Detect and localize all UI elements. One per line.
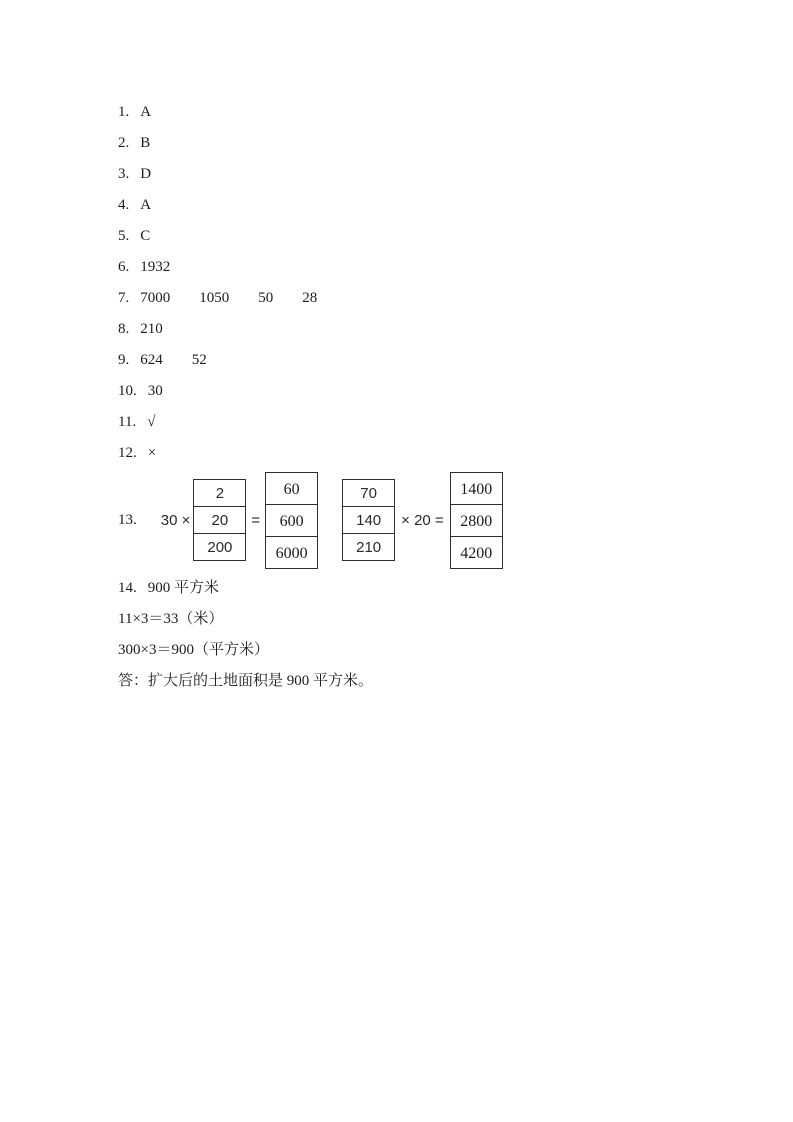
- answer-number: 5.: [118, 228, 130, 244]
- answer-values: [140, 197, 151, 213]
- answer-line: [118, 376, 763, 407]
- work-line: 300×3＝900（平方米）: [118, 642, 269, 658]
- answer-value: 7000: [140, 290, 171, 306]
- table-cell: 70: [343, 480, 395, 507]
- question-13-row: [118, 478, 763, 562]
- answer-values: [140, 290, 317, 306]
- answer-number: 6.: [118, 259, 130, 275]
- table-cell: 6000: [266, 536, 318, 568]
- answer-number: 1.: [118, 104, 130, 120]
- conclusion-line: 答：扩大后的土地面积是 900 平方米。: [118, 673, 374, 689]
- work-line: 11×3＝33（米）: [118, 611, 224, 627]
- table-cell: 200: [194, 534, 246, 561]
- answer-value: 28: [302, 290, 318, 306]
- answer-value: 1932: [140, 259, 171, 275]
- answer-number: 11.: [118, 414, 137, 430]
- answer-value: A: [140, 197, 152, 213]
- product-table-1: [265, 472, 318, 569]
- answer-value: B: [140, 135, 151, 151]
- operator-suffix: × 20 =: [401, 511, 444, 529]
- answer-line: [118, 314, 763, 345]
- answer-values: [140, 228, 150, 244]
- question-14-block: [118, 573, 763, 697]
- table-cell: 2800: [450, 504, 502, 536]
- answer-line: [118, 438, 763, 469]
- answer-value: ×: [147, 445, 157, 461]
- answer-value: 50: [258, 290, 274, 306]
- answer-value: 52: [191, 352, 207, 368]
- answer-line: [118, 190, 763, 221]
- answer-line: [118, 252, 763, 283]
- answer-line: [118, 407, 763, 438]
- answer-number: 10.: [118, 383, 137, 399]
- answer-values: [140, 166, 151, 182]
- table-cell: 2: [194, 480, 246, 507]
- table-cell: 600: [266, 504, 318, 536]
- answer-number: 8.: [118, 321, 130, 337]
- answer-values: [148, 445, 156, 461]
- answer-value: 900 平方米: [147, 580, 220, 596]
- factor-table-1: [193, 479, 246, 561]
- answer-values: [148, 383, 163, 399]
- factor-table-2: [342, 479, 395, 561]
- table-cell: 210: [343, 534, 395, 561]
- answer-line: [118, 345, 763, 376]
- answer-line: [118, 159, 763, 190]
- answer-line: [118, 573, 763, 604]
- answer-value: D: [140, 166, 152, 182]
- answers-list: [118, 97, 763, 469]
- answer-sheet-content: [118, 97, 763, 697]
- table-cell: 20: [194, 507, 246, 534]
- answer-values: [147, 414, 155, 430]
- answer-line: [118, 283, 763, 314]
- table-cell: 1400: [450, 472, 502, 504]
- answer-value: C: [140, 228, 151, 244]
- table-cell: 60: [266, 472, 318, 504]
- answer-number: 3.: [118, 166, 130, 182]
- answer-number: 2.: [118, 135, 130, 151]
- table-cell: 4200: [450, 536, 502, 568]
- answer-value: 1050: [199, 290, 230, 306]
- answer-values: [140, 352, 207, 368]
- answer-number: 7.: [118, 290, 130, 306]
- multiplier-prefix: 30 ×: [160, 511, 191, 529]
- answer-line: [118, 97, 763, 128]
- product-table-2: [450, 472, 503, 569]
- answer-number: 14.: [118, 580, 137, 596]
- answer-value: 624: [140, 352, 163, 368]
- answer-value: 30: [147, 383, 163, 399]
- answer-value: A: [140, 104, 152, 120]
- answer-line: [118, 128, 763, 159]
- answer-values: [140, 259, 170, 275]
- answer-number: 13.: [118, 511, 137, 528]
- answer-value: 210: [140, 321, 163, 337]
- answer-line: [118, 221, 763, 252]
- answer-number: 9.: [118, 352, 130, 368]
- answer-values: [140, 135, 150, 151]
- table-cell: 140: [343, 507, 395, 534]
- equals-sign: =: [251, 511, 261, 529]
- answer-values: [140, 321, 163, 337]
- answer-number: 12.: [118, 445, 137, 461]
- answer-values: [140, 104, 151, 120]
- answer-number: 4.: [118, 197, 130, 213]
- answer-value: √: [147, 414, 156, 430]
